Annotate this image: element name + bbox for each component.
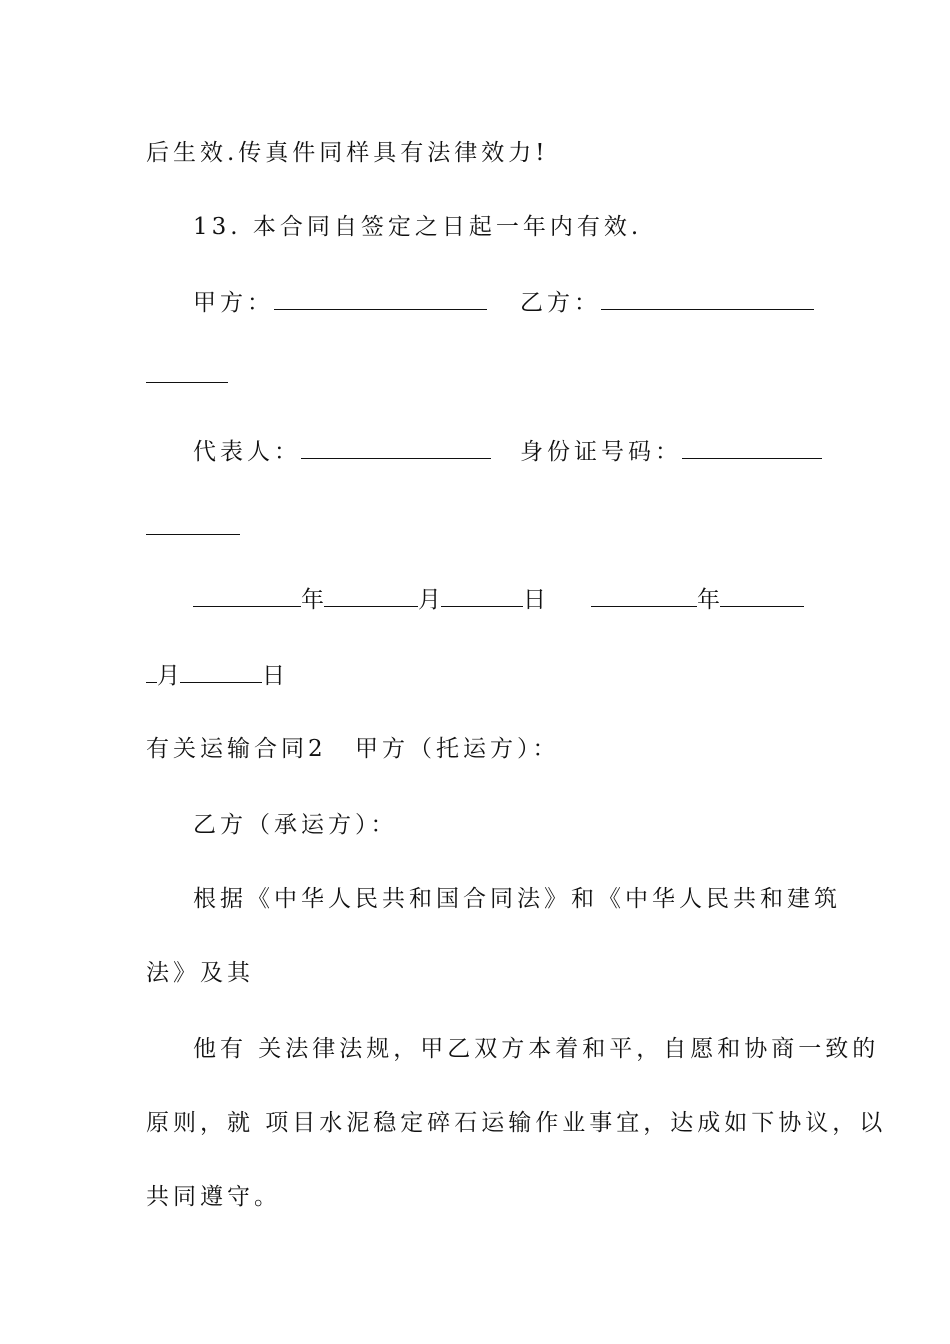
paragraph-line: 根据《中华人民共和国合同法》和《中华人民共和建筑 (193, 886, 841, 912)
day-label: 日 (523, 587, 546, 613)
representative-line (193, 436, 491, 467)
date-line-b-continued (146, 660, 285, 691)
year-label: 年 (697, 587, 720, 613)
party-a-label: 甲方： (193, 290, 274, 316)
consignor-label: 甲方（托运方）： (355, 736, 560, 762)
carrier-label: 乙方（承运方）： (193, 812, 398, 838)
id-number-blank-continued (146, 512, 240, 543)
representative-label: 代表人： (193, 439, 301, 465)
party-a-signature-line (193, 287, 487, 318)
party-b-signature-line (520, 287, 814, 318)
party-b-blank (601, 287, 814, 310)
year-label: 年 (301, 587, 324, 613)
date-line-a (193, 584, 546, 615)
date-line-b (591, 584, 804, 615)
paragraph-line: 法》及其 (146, 960, 254, 986)
paragraph-line: 原则，就 项目水泥稳定碎石运输作业事宜，达成如下协议，以 (146, 1110, 887, 1136)
party-b-blank-continued (146, 360, 228, 391)
id-number-label: 身份证号码： (520, 439, 682, 465)
text-line: 后生效.传真件同样具有法律效力! (146, 140, 549, 166)
paragraph-line: 他有 关法律法规，甲乙双方本着和平，自愿和协商一致的 (193, 1036, 880, 1062)
day-label: 日 (262, 663, 285, 689)
paragraph-line: 共同遵守。 (146, 1184, 281, 1210)
representative-blank (301, 436, 491, 459)
id-number-blank (682, 436, 822, 459)
section-title: 有关运输合同2 (146, 736, 327, 762)
party-a-blank (274, 287, 487, 310)
party-b-label: 乙方： (520, 290, 601, 316)
month-label: 月 (418, 587, 441, 613)
clause-13: 13. 本合同自签定之日起一年内有效. (193, 214, 643, 240)
id-number-line (520, 436, 822, 467)
month-label: 月 (157, 663, 180, 689)
